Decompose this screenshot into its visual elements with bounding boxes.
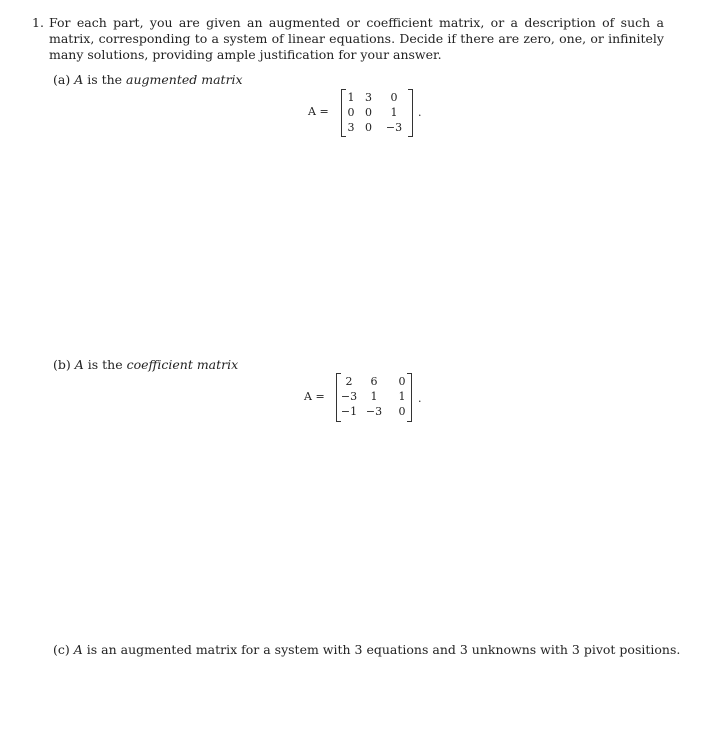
matrix-entry: 1: [347, 91, 355, 104]
matrix-entry: 3: [365, 91, 372, 104]
matrix-entry: 0: [347, 106, 355, 119]
matrix-row: [339, 404, 415, 419]
part-c-text: is an augmented matrix for a system with 3 equations and 3 unknowns with 3 pivot positions.: [82, 642, 681, 657]
part-c-text-line: [53, 642, 680, 658]
part-c-var: A: [73, 642, 83, 657]
part-b-type: coefficient matrix: [126, 357, 239, 372]
matrix-row: [339, 374, 415, 389]
matrix-entry: 2: [345, 375, 353, 388]
matrix-entry: −3: [365, 405, 383, 418]
part-a-period: .: [418, 106, 422, 119]
matrix-entry: 3: [347, 121, 355, 134]
right-bracket: [407, 373, 412, 422]
matrix-row: [344, 120, 409, 135]
part-a-matrix-body: [344, 90, 409, 135]
part-b-var: A: [74, 357, 84, 372]
matrix-row: [344, 90, 409, 105]
matrix-entry: −3: [385, 121, 403, 134]
matrix-entry: 1: [370, 390, 378, 403]
right-bracket: [408, 89, 413, 137]
matrix-row: [339, 389, 415, 404]
matrix-entry: −1: [340, 405, 358, 418]
matrix-entry: 6: [370, 375, 378, 388]
matrix-entry: 1: [390, 106, 398, 119]
part-a-label: (a): [53, 72, 71, 87]
part-c-label: (c): [53, 642, 70, 657]
part-b-period: .: [418, 392, 422, 405]
part-a-lhs: A =: [308, 105, 329, 118]
part-b-matrix: [304, 373, 434, 423]
part-a-heading: [53, 72, 243, 88]
part-b-heading: [53, 357, 238, 373]
matrix-row: [344, 105, 409, 120]
matrix-entry: −3: [340, 390, 358, 403]
matrix-entry: 0: [365, 121, 372, 134]
part-b-label: (b): [53, 357, 71, 372]
part-b-text: is the: [83, 357, 127, 372]
matrix-entry: 0: [365, 106, 372, 119]
matrix-entry: 0: [398, 375, 406, 388]
part-a-matrix: [308, 89, 428, 139]
matrix-entry: 0: [390, 91, 398, 104]
matrix-entry: 1: [398, 390, 406, 403]
problem-text: For each part, you are given an augmented or coefficient matrix, or a description of such a matrix, corresponding to a system of linear equations. Decide if there are zero, one, or infinitely many solutions, providing ample justification for your answer.: [49, 15, 664, 62]
matrix-entry: 0: [398, 405, 406, 418]
part-b-matrix-body: [339, 374, 415, 419]
part-a-type: augmented matrix: [126, 72, 243, 87]
problem-number: 1.: [32, 15, 44, 30]
part-a-text: is the: [83, 72, 127, 87]
part-a-var: A: [74, 72, 84, 87]
part-b-lhs: A =: [304, 390, 325, 403]
